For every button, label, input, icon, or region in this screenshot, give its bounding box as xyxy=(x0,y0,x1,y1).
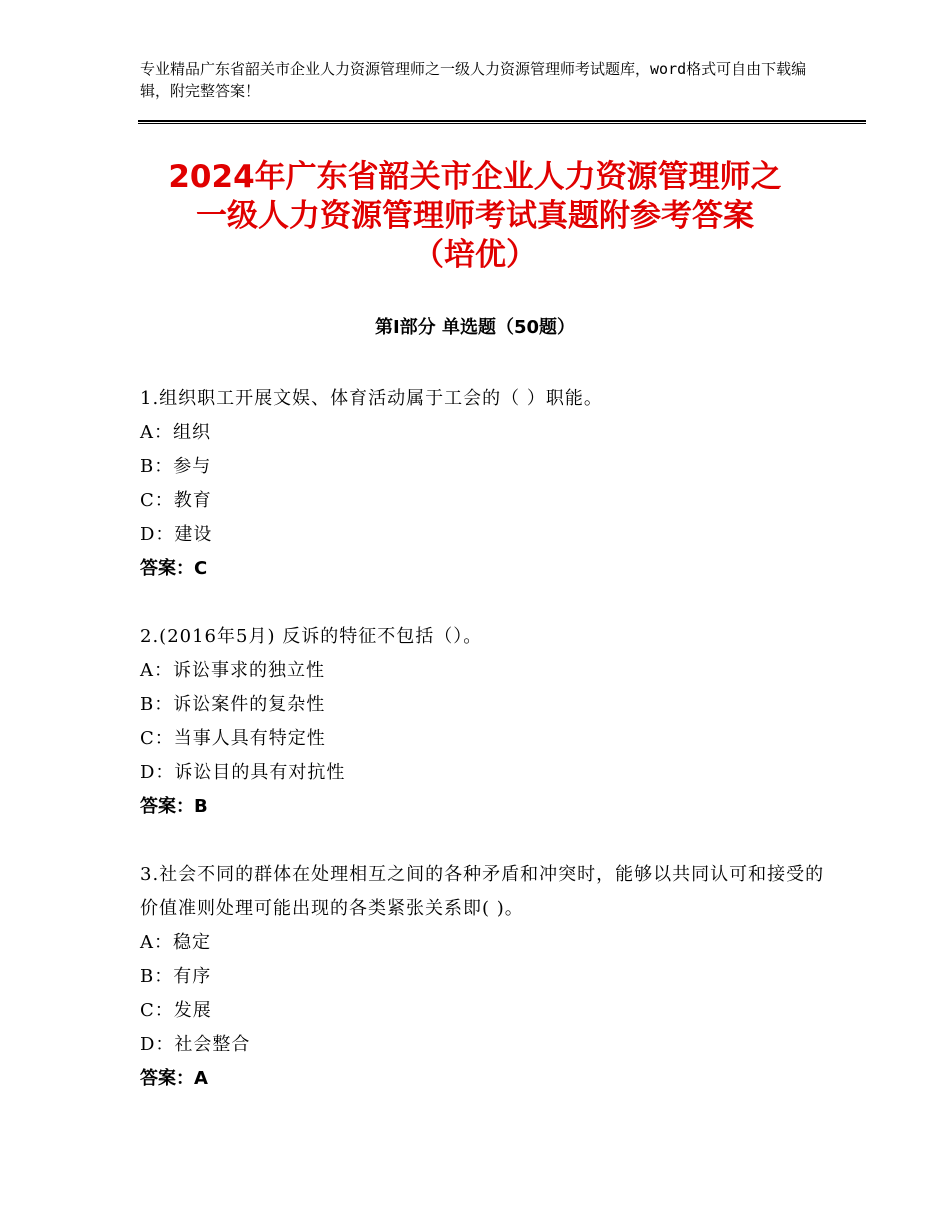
option-a: A：组织 xyxy=(140,422,211,443)
question-list xyxy=(140,382,840,1130)
answer: 答案：B xyxy=(140,796,208,817)
question-1 xyxy=(140,382,840,586)
option-a: A：诉讼事求的独立性 xyxy=(140,660,325,681)
header-divider xyxy=(138,120,866,124)
option-a: A：稳定 xyxy=(140,932,211,953)
question-2 xyxy=(140,620,840,824)
title-line-3: （培优） xyxy=(413,237,537,273)
option-d: D：诉讼目的具有对抗性 xyxy=(140,762,346,783)
option-d: D：社会整合 xyxy=(140,1034,251,1055)
question-3 xyxy=(140,858,840,1096)
document-title xyxy=(100,158,850,275)
answer: 答案：A xyxy=(140,1068,208,1089)
answer: 答案：C xyxy=(140,558,208,579)
option-b: B：诉讼案件的复杂性 xyxy=(140,694,326,715)
title-line-1: 2024年广东省韶关市企业人力资源管理师之 xyxy=(168,159,782,195)
option-b: B：有序 xyxy=(140,966,212,987)
question-stem: 3.社会不同的群体在处理相互之间的各种矛盾和冲突时，能够以共同认可和接受的价值准则处理可能出现的各类紧张关系即( )。 xyxy=(140,864,825,919)
section-heading: 第Ⅰ部分 单选题（50题） xyxy=(374,317,575,338)
option-c: C：当事人具有特定性 xyxy=(140,728,326,749)
option-c: C：教育 xyxy=(140,490,212,511)
question-stem: 2.(2016年5月) 反诉的特征不包括（）。 xyxy=(140,626,483,647)
option-d: D：建设 xyxy=(140,524,213,545)
title-line-2: 一级人力资源管理师考试真题附参考答案 xyxy=(196,198,754,234)
question-stem: 1.组织职工开展文娱、体育活动属于工会的（ ）职能。 xyxy=(140,388,603,409)
option-c: C：发展 xyxy=(140,1000,212,1021)
option-b: B：参与 xyxy=(140,456,212,477)
header-note: 专业精品广东省韶关市企业人力资源管理师之一级人力资源管理师考试题库，word格式可自由下载编辑，附完整答案！ xyxy=(140,60,807,100)
